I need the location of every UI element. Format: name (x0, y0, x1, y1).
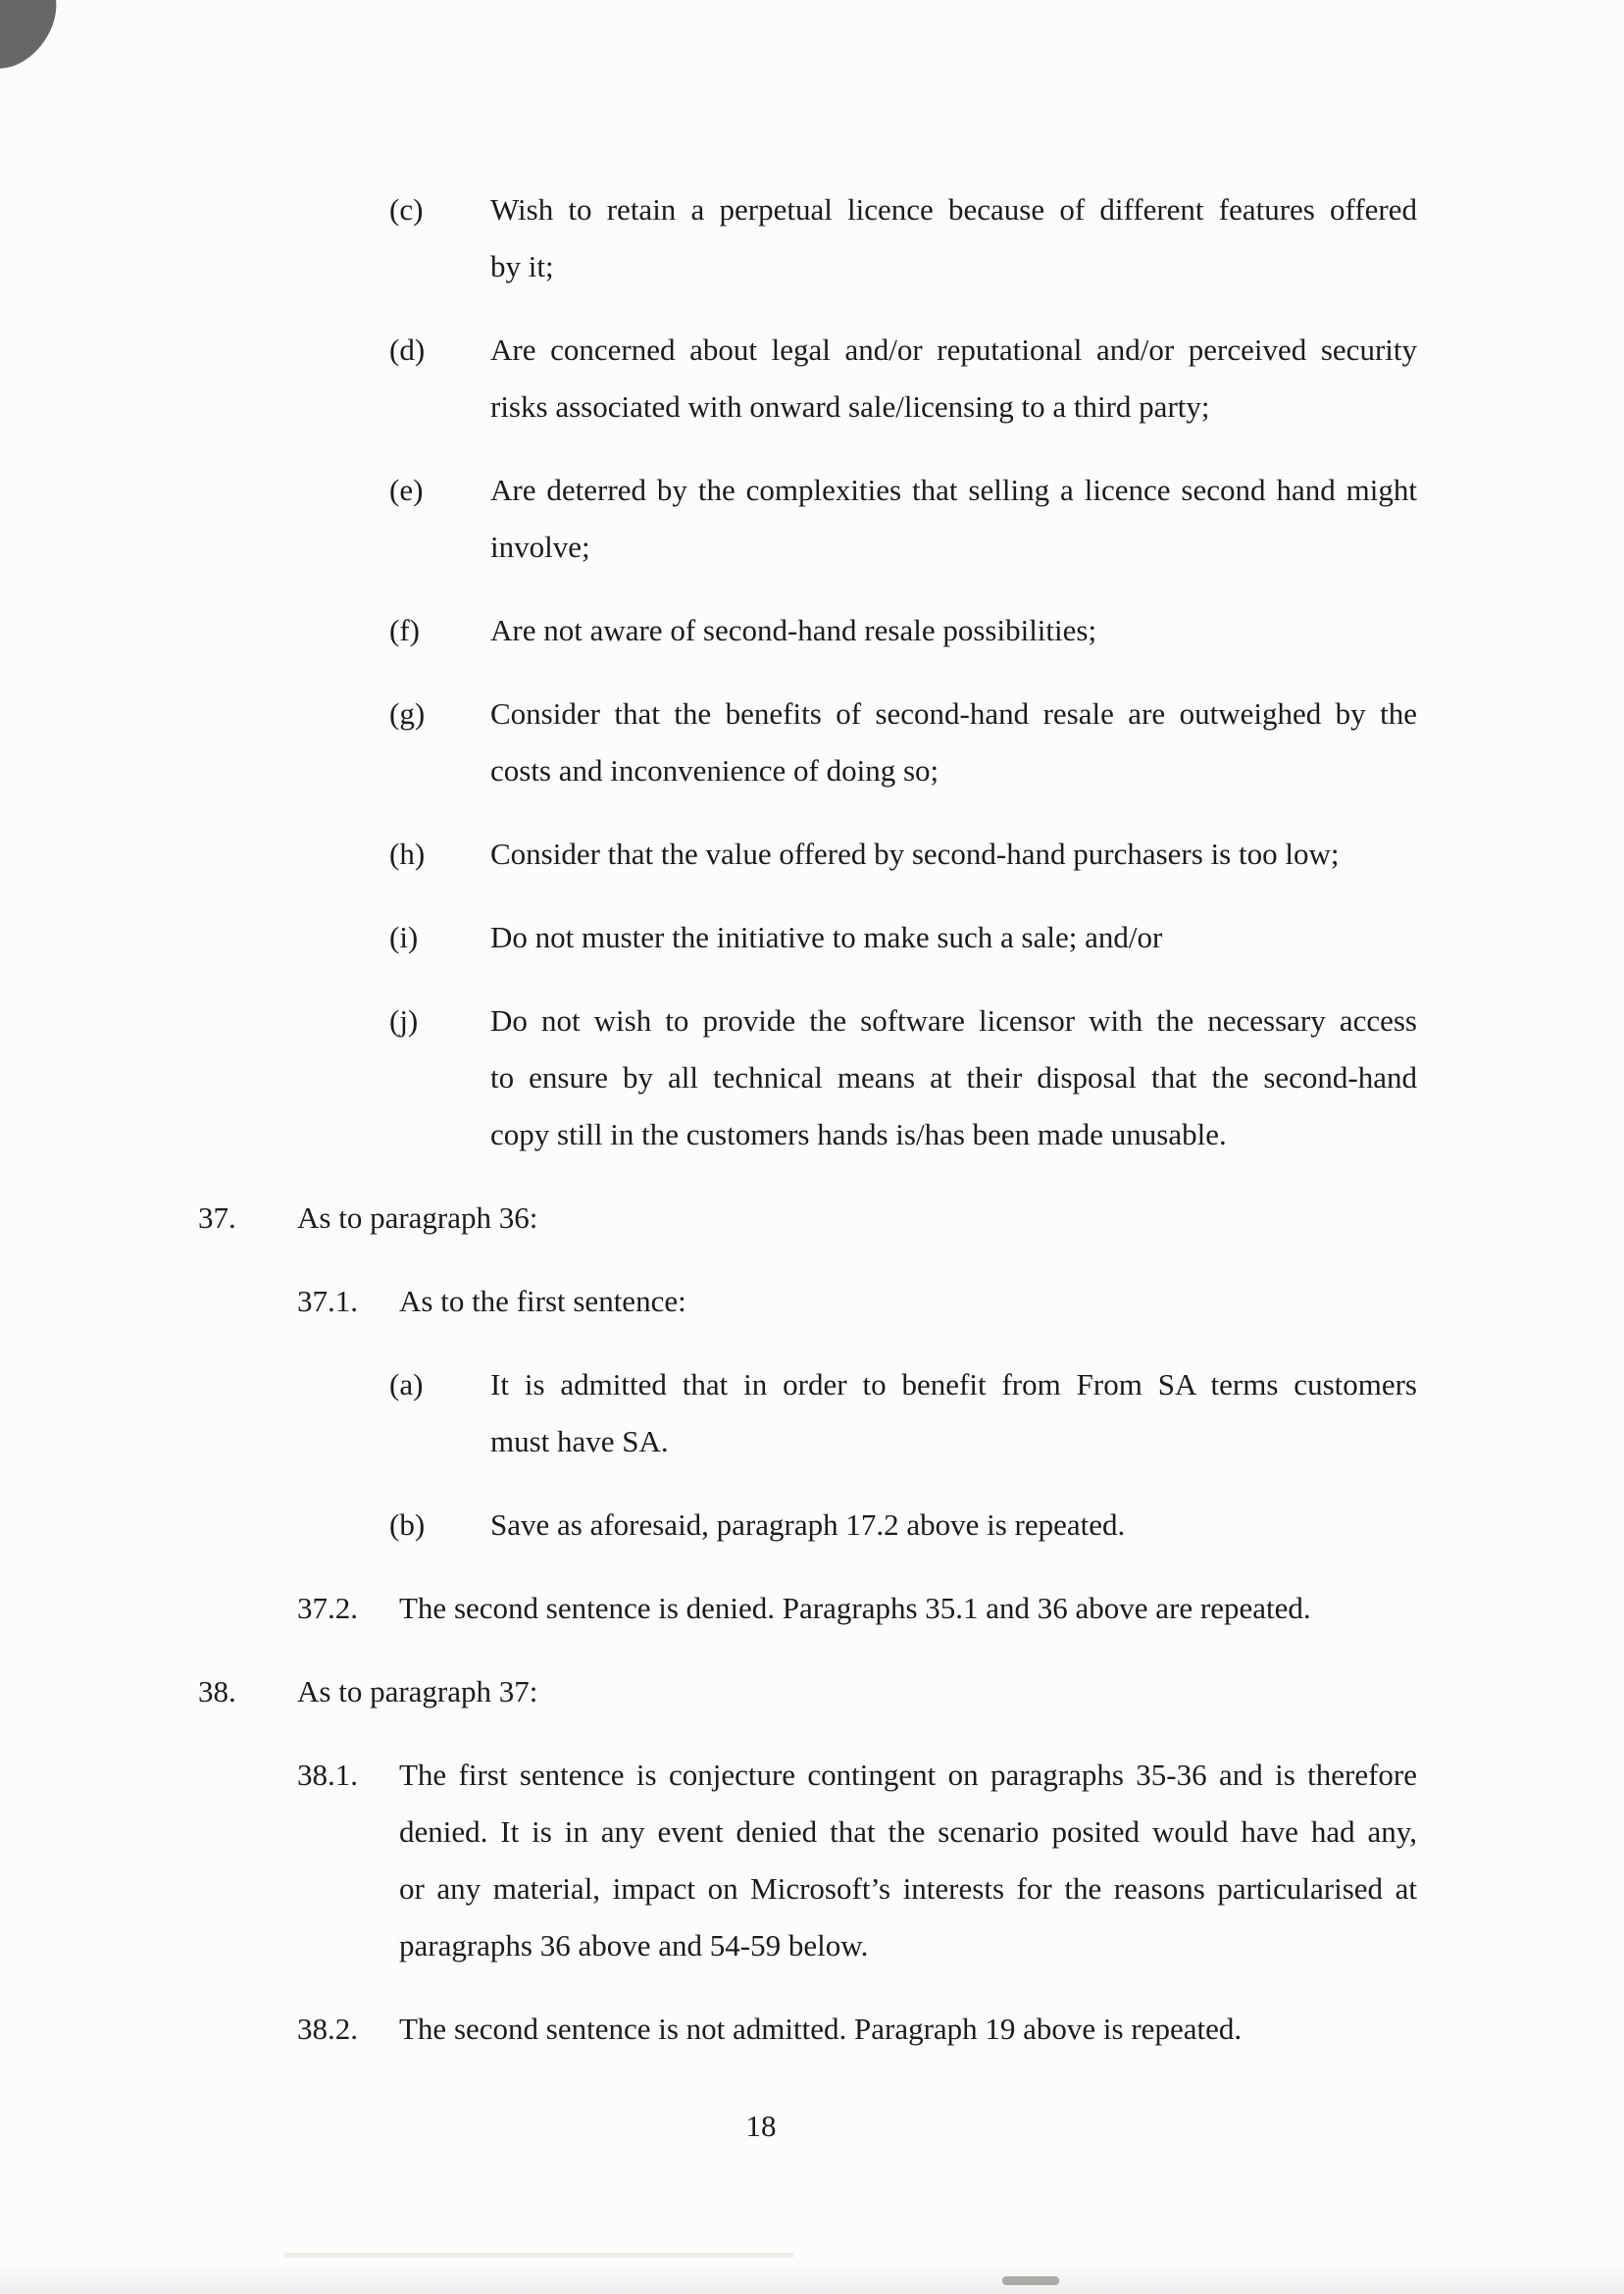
paragraph-heading (297, 1190, 1417, 1247)
item-label: (d) (389, 332, 426, 367)
paragraph-line: The first sentence is conjecture contingent on paragraphs 35-36 and is therefore (399, 1758, 1417, 1792)
item-line: Are not aware of second-hand resale possibilities; (490, 613, 1097, 647)
subparagraph-heading (399, 1273, 1417, 1330)
item-text (490, 322, 1417, 435)
subparagraph-number: 38.2. (297, 2012, 358, 2046)
list-item-j (389, 993, 1624, 1163)
paragraph-line: As to the first sentence: (399, 1284, 686, 1318)
paragraph-line: The second sentence is denied. Paragraphs 35.1 and 36 above are repeated. (399, 1591, 1311, 1625)
list-item-e (389, 462, 1624, 576)
item-label: (f) (389, 613, 420, 647)
item-line: involve; (490, 530, 590, 564)
list-item-g (389, 686, 1624, 799)
paragraph-line: As to paragraph 36: (297, 1200, 538, 1235)
item-line: Are concerned about legal and/or reputational and/or perceived security (490, 332, 1417, 367)
item-line: Are deterred by the complexities that selling a licence second hand might (490, 473, 1417, 507)
subparagraph-38-1 (297, 1747, 1624, 1974)
list-item-b (389, 1497, 1624, 1554)
list-item-f (389, 602, 1624, 659)
item-label: (h) (389, 837, 426, 871)
subparagraph-text (399, 1580, 1417, 1637)
document-body (0, 181, 1624, 2084)
item-label: (i) (389, 920, 419, 954)
item-line: Wish to retain a perpetual licence because of different features offered (490, 192, 1417, 227)
item-text (490, 1497, 1417, 1554)
item-text (490, 602, 1417, 659)
paragraph-number: 37. (198, 1200, 236, 1235)
item-text (490, 1356, 1417, 1470)
item-label: (c) (389, 192, 424, 227)
item-text (490, 462, 1417, 576)
item-line: Do not muster the initiative to make such a sale; and/or (490, 920, 1163, 954)
paragraph-line: The second sentence is not admitted. Paragraph 19 above is repeated. (399, 2012, 1243, 2046)
item-label: (j) (389, 1003, 419, 1038)
paragraph-line: or any material, impact on Microsoft’s interests for the reasons particularised at (399, 1871, 1417, 1906)
paragraph-line: As to paragraph 37: (297, 1674, 538, 1708)
item-line: Consider that the value offered by second-hand purchasers is too low; (490, 837, 1340, 871)
subparagraph-37-1 (297, 1273, 1624, 1330)
item-line: must have SA. (490, 1424, 669, 1458)
item-label: (a) (389, 1367, 424, 1402)
item-line: Do not wish to provide the software licensor with the necessary access (490, 1003, 1417, 1038)
item-line: costs and inconvenience of doing so; (490, 753, 939, 788)
list-item-d (389, 322, 1624, 435)
paragraph-37 (198, 1190, 1624, 1247)
item-line: by it; (490, 249, 554, 283)
item-line: copy still in the customers hands is/has been made unusable. (490, 1117, 1227, 1151)
item-text (490, 909, 1417, 966)
paragraph-heading (297, 1663, 1417, 1720)
item-label: (e) (389, 473, 424, 507)
paragraph-line: paragraphs 36 above and 54-59 below. (399, 1928, 869, 1963)
item-line: to ensure by all technical means at their disposal that the second-hand (490, 1060, 1417, 1095)
item-line: It is admitted that in order to benefit from From SA terms customers (490, 1367, 1417, 1402)
item-line: Save as aforesaid, paragraph 17.2 above is repeated. (490, 1507, 1126, 1542)
paragraph-number: 38. (198, 1674, 236, 1708)
subparagraph-37-2 (297, 1580, 1624, 1637)
subparagraph-text (399, 2001, 1417, 2058)
item-line: Consider that the benefits of second-hand resale are outweighed by the (490, 696, 1417, 731)
scan-shadow-artifact (0, 2264, 1624, 2294)
list-item-i (389, 909, 1624, 966)
paragraph-line: denied. It is in any event denied that the scenario posited would have had any, (399, 1814, 1417, 1849)
subparagraph-number: 37.1. (297, 1284, 358, 1318)
item-text (490, 686, 1417, 799)
item-label: (b) (389, 1507, 426, 1542)
subparagraph-text (399, 1747, 1417, 1974)
subparagraph-number: 38.1. (297, 1758, 358, 1792)
list-item-a (389, 1356, 1624, 1470)
list-item-c (389, 181, 1624, 295)
paragraph-38 (198, 1663, 1624, 1720)
item-text (490, 993, 1417, 1163)
list-item-h (389, 826, 1624, 883)
item-line: risks associated with onward sale/licensing to a third party; (490, 389, 1210, 424)
item-text (490, 181, 1417, 295)
scan-streak-artifact (284, 2253, 794, 2258)
scan-smudge-artifact (0, 0, 76, 85)
subparagraph-38-2 (297, 2001, 1624, 2058)
page-number: 18 (745, 2109, 777, 2143)
item-text (490, 826, 1417, 883)
item-label: (g) (389, 696, 426, 731)
subparagraph-number: 37.2. (297, 1591, 358, 1625)
